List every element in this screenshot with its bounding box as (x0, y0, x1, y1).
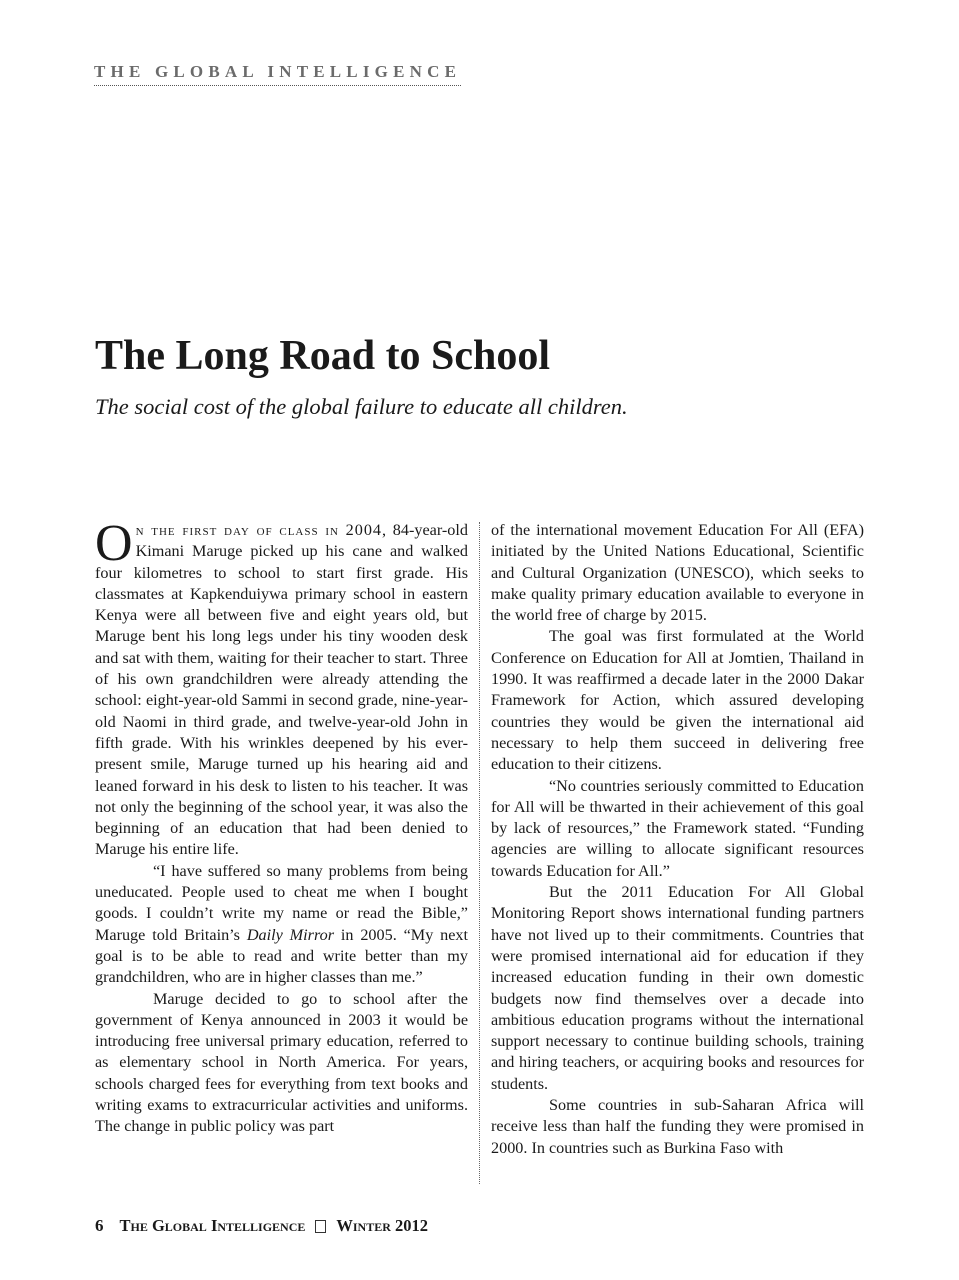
separator-box-icon (315, 1220, 326, 1233)
drop-cap: O (95, 515, 133, 572)
running-header: THE GLOBAL INTELLIGENCE (94, 62, 461, 86)
column-divider (479, 522, 480, 1184)
paragraph-4: of the international movement Education For All (EFA) initiated by the United Nations Educational, Scientific and Cultural Organization (UNESCO), which seeks to make quality primary education available to everyone in the world free of charge by 2015. (491, 521, 864, 625)
page-number: 6 (95, 1216, 104, 1235)
footer-issue: Winter 2012 (336, 1216, 429, 1235)
paragraph-2 (95, 861, 468, 989)
left-column (95, 515, 469, 1138)
article-subtitle: The social cost of the global failure to educate all children. (95, 394, 628, 419)
paragraph-6: “No countries seriously committed to Education for All will be thwarted in their achievement of this goal by lack of resources,” the Framework stated. “Funding agencies are willing to allocate significant resources towards Education for All.” (491, 776, 864, 880)
paragraph-5: The goal was first formulated at the World Conference on Education for All at Jomtien, Thailand in 1990. It was reaffirmed a decade later in the 2000 Dakar Framework for Action, which assured developing countries they would be given the international aid necessary to help them succeed in delivering free education to their citizens. (491, 627, 864, 774)
paragraph-1-text: 84-year-old Kimani Maruge picked up his cane and walked four kilometres to school to start first grade. His classmates at Kapkenduiywa primary school in eastern Kenya were all between five and eight years old, but Maruge bent his long legs under his tiny wooden desk and sat with them, waiting for their teacher to start. Three of his own grandchildren were already attending the school: eight-year-old Sammi in second grade, nine-year-old Naomi in third grade, and twelve-year-old John in fifth grade. With his wrinkles deepened by his ever-present smile, Maruge turned up his hearing aid and leaned forward in his desk to listen to his teacher. It was not only the beginning of the school year, it was also the beginning of an education that had been denied to Maruge his entire life. (95, 521, 468, 859)
right-column (491, 520, 864, 1159)
paragraph-3: Maruge decided to go to school after the government of Kenya announced in 2003 it would be introducing free universal primary education, referred to as elementary school in North America. For years, schools charged fees for everything from text books and writing exams to extracurricular activities and uniforms. The change in public policy was part (95, 989, 468, 1136)
footer-publication: The Global Intelligence (119, 1216, 306, 1235)
publication-name-italic: Daily Mirror (246, 925, 335, 944)
article-title: The Long Road to School (95, 333, 551, 379)
paragraph-1 (95, 515, 468, 861)
paragraph-2-text-a: “I have suffered so many problems from being uneducated. People used to cheat me when I bought goods. I couldn’t write my name or read the Bible,” Maruge told Britain’s (95, 861, 468, 944)
page-footer (95, 1216, 428, 1236)
paragraph-8: Some countries in sub-Saharan Africa will receive less than half the funding they were promised in 2000. In countries such as Burkina Faso with (491, 1096, 864, 1157)
lead-in-smallcaps: n the first day of class in 2004, (135, 521, 388, 539)
paragraph-7: But the 2011 Education For All Global Monitoring Report shows international funding partners have not lived up to their commitments. Countries that were promised international aid for education if they increased education funding in their own domestic budgets now find themselves over a decade into ambitious education programs without the international support necessary to continue building schools, training and hiring teachers, or acquiring books and resources for students. (491, 883, 864, 1093)
paragraph-2-text-b: in 2005. “My next goal is to be able to read and write better than my grandchildren, who are in higher classes than me.” (95, 925, 469, 987)
